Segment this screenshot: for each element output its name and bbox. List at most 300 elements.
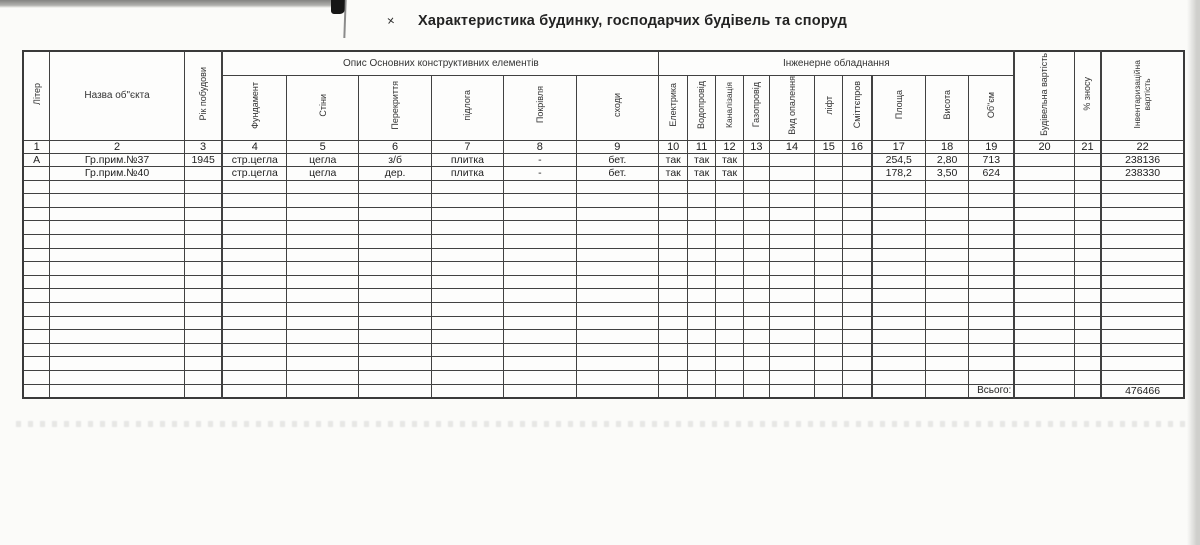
empty-cell xyxy=(843,221,872,235)
page-title: Характеристика будинку, господарчих будівель та споруд xyxy=(418,13,847,29)
empty-cell xyxy=(688,248,716,262)
empty-cell xyxy=(688,275,716,289)
scan-right-edge xyxy=(1187,0,1200,545)
empty-cell xyxy=(23,275,50,289)
empty-cell xyxy=(1101,248,1184,262)
col-number-4: 4 xyxy=(222,140,286,153)
empty-cell xyxy=(1101,180,1184,194)
empty-cell xyxy=(688,357,716,371)
empty-cell xyxy=(769,235,814,249)
empty-cell xyxy=(431,357,503,371)
empty-cell xyxy=(716,275,744,289)
empty-row xyxy=(23,207,1184,221)
empty-cell xyxy=(843,330,872,344)
empty-cell xyxy=(23,371,50,385)
empty-cell xyxy=(659,180,688,194)
empty-cell xyxy=(359,371,431,385)
empty-cell xyxy=(1014,357,1074,371)
empty-cell xyxy=(1014,180,1074,194)
empty-cell xyxy=(872,371,926,385)
total-cell xyxy=(23,384,50,398)
empty-cell xyxy=(769,371,814,385)
col-head-liter: Літер xyxy=(23,51,50,140)
empty-cell xyxy=(23,262,50,276)
empty-cell xyxy=(969,194,1015,208)
empty-cell xyxy=(50,371,184,385)
empty-cell xyxy=(184,180,222,194)
total-cell xyxy=(504,384,576,398)
empty-cell xyxy=(843,207,872,221)
empty-cell xyxy=(504,357,576,371)
empty-cell xyxy=(1074,289,1101,303)
empty-cell xyxy=(1074,275,1101,289)
empty-cell xyxy=(815,221,843,235)
empty-cell xyxy=(743,262,769,276)
empty-cell xyxy=(1101,221,1184,235)
table-body xyxy=(23,153,1184,398)
empty-cell xyxy=(872,303,926,317)
empty-cell xyxy=(359,262,431,276)
empty-cell xyxy=(359,194,431,208)
empty-cell xyxy=(50,221,184,235)
empty-cell xyxy=(431,235,503,249)
table-cell: Гр.прим.№37 xyxy=(50,153,184,167)
empty-cell xyxy=(431,221,503,235)
empty-cell xyxy=(1074,262,1101,276)
col-number-9: 9 xyxy=(576,140,659,153)
empty-cell xyxy=(359,275,431,289)
empty-cell xyxy=(359,303,431,317)
empty-row xyxy=(23,303,1184,317)
empty-cell xyxy=(769,262,814,276)
empty-cell xyxy=(576,207,659,221)
table-cell xyxy=(1074,167,1101,181)
empty-cell xyxy=(716,371,744,385)
empty-cell xyxy=(688,343,716,357)
empty-cell xyxy=(925,275,968,289)
empty-cell xyxy=(576,303,659,317)
empty-cell xyxy=(769,180,814,194)
empty-cell xyxy=(769,248,814,262)
empty-cell xyxy=(287,330,359,344)
empty-cell xyxy=(222,343,286,357)
col-number-8: 8 xyxy=(504,140,576,153)
empty-cell xyxy=(872,275,926,289)
empty-cell xyxy=(287,194,359,208)
empty-cell xyxy=(576,330,659,344)
empty-cell xyxy=(184,221,222,235)
table-cell: плитка xyxy=(431,153,503,167)
empty-cell xyxy=(431,194,503,208)
table-cell: 713 xyxy=(969,153,1015,167)
empty-cell xyxy=(659,330,688,344)
col-head-build-cost: Будівельна вартість xyxy=(1014,51,1074,140)
empty-cell xyxy=(504,262,576,276)
empty-cell xyxy=(287,262,359,276)
table-cell xyxy=(1014,153,1074,167)
empty-cell xyxy=(576,275,659,289)
empty-cell xyxy=(716,262,744,276)
empty-cell xyxy=(1074,357,1101,371)
characteristics-table-wrap xyxy=(22,50,1185,399)
empty-row xyxy=(23,289,1184,303)
empty-cell xyxy=(1101,207,1184,221)
empty-cell xyxy=(925,248,968,262)
empty-cell xyxy=(222,235,286,249)
total-cell xyxy=(769,384,814,398)
empty-cell xyxy=(222,316,286,330)
empty-row xyxy=(23,275,1184,289)
table-cell: дер. xyxy=(359,167,431,181)
table-row xyxy=(23,153,1184,167)
empty-cell xyxy=(925,180,968,194)
table-cell xyxy=(769,153,814,167)
col-head-heating-type: Вид опалення xyxy=(769,75,814,140)
empty-cell xyxy=(50,194,184,208)
table-cell: 178,2 xyxy=(872,167,926,181)
empty-cell xyxy=(769,194,814,208)
empty-cell xyxy=(184,303,222,317)
total-cell xyxy=(716,384,744,398)
empty-row xyxy=(23,194,1184,208)
empty-cell xyxy=(659,262,688,276)
section-head-construction: Опис Основних конструктивних елементів xyxy=(222,51,658,75)
empty-cell xyxy=(222,371,286,385)
empty-cell xyxy=(872,357,926,371)
empty-cell xyxy=(969,316,1015,330)
empty-cell xyxy=(716,221,744,235)
table-cell: з/б xyxy=(359,153,431,167)
empty-cell xyxy=(815,180,843,194)
empty-cell xyxy=(184,371,222,385)
empty-cell xyxy=(872,262,926,276)
col-number-10: 10 xyxy=(659,140,688,153)
empty-cell xyxy=(359,221,431,235)
table-cell xyxy=(843,167,872,181)
empty-cell xyxy=(743,343,769,357)
empty-row xyxy=(23,248,1184,262)
col-head-roof: Покрівля xyxy=(504,75,576,140)
total-cell xyxy=(843,384,872,398)
col-head-walls: Стіни xyxy=(287,75,359,140)
empty-cell xyxy=(969,235,1015,249)
empty-cell xyxy=(843,316,872,330)
empty-cell xyxy=(969,262,1015,276)
empty-cell xyxy=(843,289,872,303)
empty-cell xyxy=(287,303,359,317)
col-number-20: 20 xyxy=(1014,140,1074,153)
empty-cell xyxy=(688,235,716,249)
empty-cell xyxy=(815,275,843,289)
empty-cell xyxy=(431,275,503,289)
empty-cell xyxy=(287,343,359,357)
table-cell: так xyxy=(659,153,688,167)
empty-cell xyxy=(743,303,769,317)
total-cell xyxy=(1074,384,1101,398)
column-numbers-row xyxy=(23,140,1184,153)
empty-cell xyxy=(688,207,716,221)
col-head-wear-percent: % зносу xyxy=(1074,51,1101,140)
empty-cell xyxy=(431,180,503,194)
empty-cell xyxy=(1101,357,1184,371)
empty-cell xyxy=(50,275,184,289)
col-number-5: 5 xyxy=(287,140,359,153)
empty-cell xyxy=(184,235,222,249)
empty-cell xyxy=(576,357,659,371)
empty-cell xyxy=(1101,235,1184,249)
empty-cell xyxy=(688,316,716,330)
table-cell: 1945 xyxy=(184,153,222,167)
col-head-inventory-value: Інвентаризаційна вартість xyxy=(1101,51,1184,140)
empty-cell xyxy=(50,207,184,221)
empty-cell xyxy=(743,289,769,303)
total-label-cell: Всього: xyxy=(969,384,1015,398)
empty-cell xyxy=(287,275,359,289)
empty-cell xyxy=(359,316,431,330)
empty-cell xyxy=(184,330,222,344)
empty-cell xyxy=(716,343,744,357)
empty-cell xyxy=(504,180,576,194)
empty-cell xyxy=(843,194,872,208)
total-cell xyxy=(815,384,843,398)
col-head-foundation: Фундамент xyxy=(222,75,286,140)
empty-cell xyxy=(1101,343,1184,357)
empty-cell xyxy=(504,194,576,208)
empty-row xyxy=(23,330,1184,344)
table-cell: стр.цегла xyxy=(222,167,286,181)
empty-cell xyxy=(769,343,814,357)
empty-cell xyxy=(1014,275,1074,289)
empty-cell xyxy=(769,289,814,303)
empty-cell xyxy=(769,275,814,289)
empty-cell xyxy=(576,194,659,208)
col-number-12: 12 xyxy=(716,140,744,153)
empty-cell xyxy=(716,180,744,194)
empty-cell xyxy=(659,303,688,317)
empty-cell xyxy=(1101,303,1184,317)
col-head-floors-structure: Перекриття xyxy=(359,75,431,140)
empty-cell xyxy=(359,180,431,194)
col-number-14: 14 xyxy=(769,140,814,153)
empty-cell xyxy=(815,357,843,371)
empty-cell xyxy=(1074,330,1101,344)
header-spanner-row xyxy=(23,51,1184,75)
empty-row xyxy=(23,357,1184,371)
col-number-19: 19 xyxy=(969,140,1015,153)
empty-cell xyxy=(1074,180,1101,194)
empty-cell xyxy=(925,194,968,208)
empty-cell xyxy=(843,262,872,276)
col-head-floor: підлога xyxy=(431,75,503,140)
col-head-volume: Об"єм xyxy=(969,75,1015,140)
table-cell: 624 xyxy=(969,167,1015,181)
empty-cell xyxy=(50,330,184,344)
empty-cell xyxy=(743,371,769,385)
empty-cell xyxy=(688,221,716,235)
empty-cell xyxy=(969,303,1015,317)
empty-cell xyxy=(23,343,50,357)
empty-cell xyxy=(1101,289,1184,303)
empty-cell xyxy=(1014,235,1074,249)
empty-cell xyxy=(659,289,688,303)
empty-cell xyxy=(504,343,576,357)
empty-cell xyxy=(50,262,184,276)
table-cell xyxy=(843,153,872,167)
table-cell xyxy=(1014,167,1074,181)
empty-cell xyxy=(925,303,968,317)
empty-cell xyxy=(743,221,769,235)
handwritten-x-mark: × xyxy=(385,12,396,29)
col-head-year: Рік побудови xyxy=(184,51,222,140)
empty-cell xyxy=(716,248,744,262)
empty-cell xyxy=(1101,316,1184,330)
scan-noise-band xyxy=(16,421,1188,427)
total-cell xyxy=(287,384,359,398)
empty-cell xyxy=(925,357,968,371)
empty-cell xyxy=(1074,221,1101,235)
empty-cell xyxy=(184,207,222,221)
table-cell xyxy=(815,167,843,181)
empty-cell xyxy=(872,289,926,303)
empty-row xyxy=(23,235,1184,249)
empty-cell xyxy=(769,207,814,221)
empty-cell xyxy=(872,180,926,194)
table-cell: цегла xyxy=(287,153,359,167)
empty-cell xyxy=(222,303,286,317)
empty-cell xyxy=(1014,303,1074,317)
empty-cell xyxy=(815,235,843,249)
empty-cell xyxy=(23,221,50,235)
empty-cell xyxy=(431,207,503,221)
empty-cell xyxy=(431,371,503,385)
empty-cell xyxy=(23,316,50,330)
empty-cell xyxy=(431,289,503,303)
empty-cell xyxy=(688,262,716,276)
empty-cell xyxy=(872,330,926,344)
empty-cell xyxy=(184,275,222,289)
empty-cell xyxy=(925,316,968,330)
empty-cell xyxy=(969,180,1015,194)
empty-cell xyxy=(222,262,286,276)
empty-cell xyxy=(659,343,688,357)
empty-cell xyxy=(925,343,968,357)
table-cell: Гр.прим.№40 xyxy=(50,167,184,181)
empty-cell xyxy=(50,180,184,194)
empty-cell xyxy=(576,248,659,262)
empty-cell xyxy=(659,316,688,330)
empty-cell xyxy=(716,289,744,303)
empty-cell xyxy=(843,343,872,357)
empty-cell xyxy=(359,289,431,303)
empty-row xyxy=(23,180,1184,194)
empty-cell xyxy=(843,235,872,249)
empty-cell xyxy=(659,194,688,208)
col-head-sewerage: Каналізація xyxy=(716,75,744,140)
empty-cell xyxy=(222,207,286,221)
empty-cell xyxy=(1074,235,1101,249)
col-number-13: 13 xyxy=(743,140,769,153)
empty-cell xyxy=(576,289,659,303)
empty-cell xyxy=(743,275,769,289)
empty-cell xyxy=(576,343,659,357)
empty-row xyxy=(23,262,1184,276)
empty-cell xyxy=(743,180,769,194)
empty-cell xyxy=(716,357,744,371)
empty-cell xyxy=(969,221,1015,235)
empty-cell xyxy=(359,330,431,344)
total-value-cell: 476466 xyxy=(1101,384,1184,398)
empty-cell xyxy=(431,303,503,317)
empty-cell xyxy=(23,180,50,194)
col-number-17: 17 xyxy=(872,140,926,153)
table-cell: 3,50 xyxy=(925,167,968,181)
empty-cell xyxy=(359,248,431,262)
empty-cell xyxy=(1074,316,1101,330)
empty-cell xyxy=(50,343,184,357)
table-cell: 238330 xyxy=(1101,167,1184,181)
empty-cell xyxy=(1074,303,1101,317)
empty-cell xyxy=(50,289,184,303)
empty-cell xyxy=(716,194,744,208)
empty-cell xyxy=(716,330,744,344)
empty-cell xyxy=(743,330,769,344)
col-head-garbage-chute: Сміттєпров xyxy=(843,75,872,140)
empty-cell xyxy=(576,235,659,249)
col-number-21: 21 xyxy=(1074,140,1101,153)
table-cell xyxy=(23,167,50,181)
empty-cell xyxy=(815,207,843,221)
empty-row xyxy=(23,343,1184,357)
empty-cell xyxy=(287,371,359,385)
empty-cell xyxy=(688,194,716,208)
empty-cell xyxy=(1074,207,1101,221)
empty-cell xyxy=(1014,194,1074,208)
characteristics-table xyxy=(22,50,1185,399)
empty-cell xyxy=(287,180,359,194)
col-number-15: 15 xyxy=(815,140,843,153)
empty-cell xyxy=(925,221,968,235)
empty-cell xyxy=(815,330,843,344)
empty-cell xyxy=(843,303,872,317)
table-cell: так xyxy=(716,167,744,181)
empty-cell xyxy=(843,357,872,371)
total-cell xyxy=(50,384,184,398)
col-number-18: 18 xyxy=(925,140,968,153)
empty-cell xyxy=(969,289,1015,303)
table-cell: стр.цегла xyxy=(222,153,286,167)
table-cell: цегла xyxy=(287,167,359,181)
total-cell xyxy=(184,384,222,398)
empty-cell xyxy=(815,303,843,317)
empty-cell xyxy=(743,207,769,221)
col-number-16: 16 xyxy=(843,140,872,153)
empty-cell xyxy=(815,289,843,303)
empty-cell xyxy=(1014,248,1074,262)
section-head-engineering: Інженерне обладнання xyxy=(659,51,1015,75)
empty-cell xyxy=(769,316,814,330)
empty-cell xyxy=(184,262,222,276)
empty-cell xyxy=(359,235,431,249)
table-cell: плитка xyxy=(431,167,503,181)
empty-cell xyxy=(716,207,744,221)
table-cell: бет. xyxy=(576,167,659,181)
empty-cell xyxy=(504,289,576,303)
empty-cell xyxy=(743,235,769,249)
total-cell xyxy=(925,384,968,398)
empty-cell xyxy=(504,316,576,330)
empty-cell xyxy=(50,316,184,330)
col-number-1: 1 xyxy=(23,140,50,153)
